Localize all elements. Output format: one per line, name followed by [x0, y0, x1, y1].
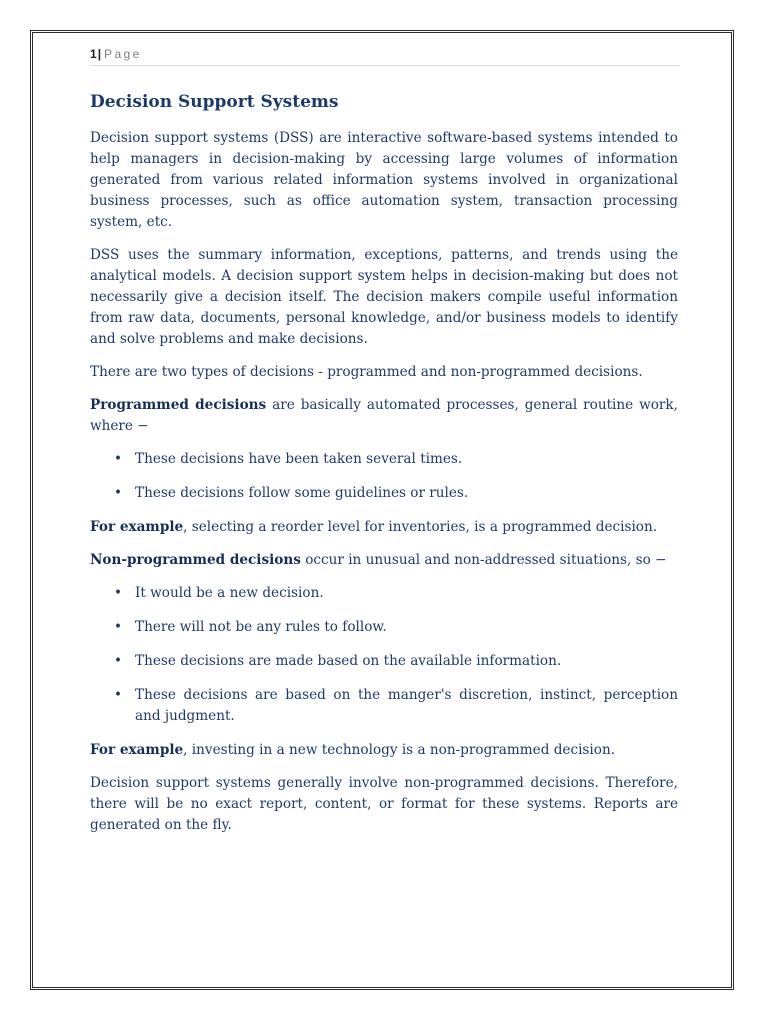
- list-item: • These decisions have been taken several times.: [135, 449, 678, 470]
- header-separator: |: [97, 47, 102, 61]
- paragraph-dss-usage: DSS uses the summary information, exceptions, patterns, and trends using the analytical models. A decision support system helps in decision-making but does not necessarily give a decision itself. The decision makers compile useful information from raw data, documents, personal knowledge, and/or business models to identify and solve problems and make decisions.: [90, 247, 678, 347]
- list-item: • It would be a new decision.: [135, 583, 678, 604]
- programmed-term: Programmed decisions: [90, 397, 267, 413]
- document-body: [90, 128, 678, 848]
- list-item: • These decisions follow some guidelines or rules.: [135, 483, 678, 504]
- non-programmed-list: [90, 583, 678, 727]
- paragraph-non-programmed-example: [90, 740, 678, 761]
- paragraph-programmed-example: [90, 517, 678, 538]
- page-number: 1: [90, 47, 97, 61]
- list-item: • There will not be any rules to follow.: [135, 617, 678, 638]
- non-programmed-term: Non-programmed decisions: [90, 552, 301, 568]
- example-label: For example: [90, 519, 184, 535]
- paragraph-non-programmed: [90, 550, 678, 571]
- programmed-text: are basically automated processes, general routine work, where −: [90, 397, 678, 434]
- paragraph-closing: Decision support systems generally involve non-programmed decisions. Therefore, there will be no exact report, content, or format for these systems. Reports are generated on the fly.: [90, 775, 678, 833]
- non-programmed-text: occur in unusual and non-addressed situations, so −: [300, 552, 667, 568]
- example-text: , selecting a reorder level for inventories, is a programmed decision.: [183, 519, 658, 535]
- page-word: Page: [104, 47, 142, 61]
- list-item: • These decisions are made based on the available information.: [135, 651, 678, 672]
- example-label: For example: [90, 742, 184, 758]
- paragraph-intro: Decision support systems (DSS) are interactive software-based systems intended to help managers in decision-making by accessing large volumes of information generated from various related information systems involved in organizational business processes, such as office automation system, transaction processing system, etc.: [90, 130, 678, 230]
- paragraph-programmed: [90, 395, 678, 437]
- document-title: Decision Support Systems: [90, 92, 339, 112]
- programmed-list: [90, 449, 678, 504]
- page-header: [90, 47, 680, 66]
- example-text: , investing in a new technology is a non-programmed decision.: [183, 742, 616, 758]
- paragraph-decision-types: There are two types of decisions - programmed and non-programmed decisions.: [90, 364, 643, 380]
- list-item: • These decisions are based on the manger's discretion, instinct, perception and judgment.: [135, 685, 678, 727]
